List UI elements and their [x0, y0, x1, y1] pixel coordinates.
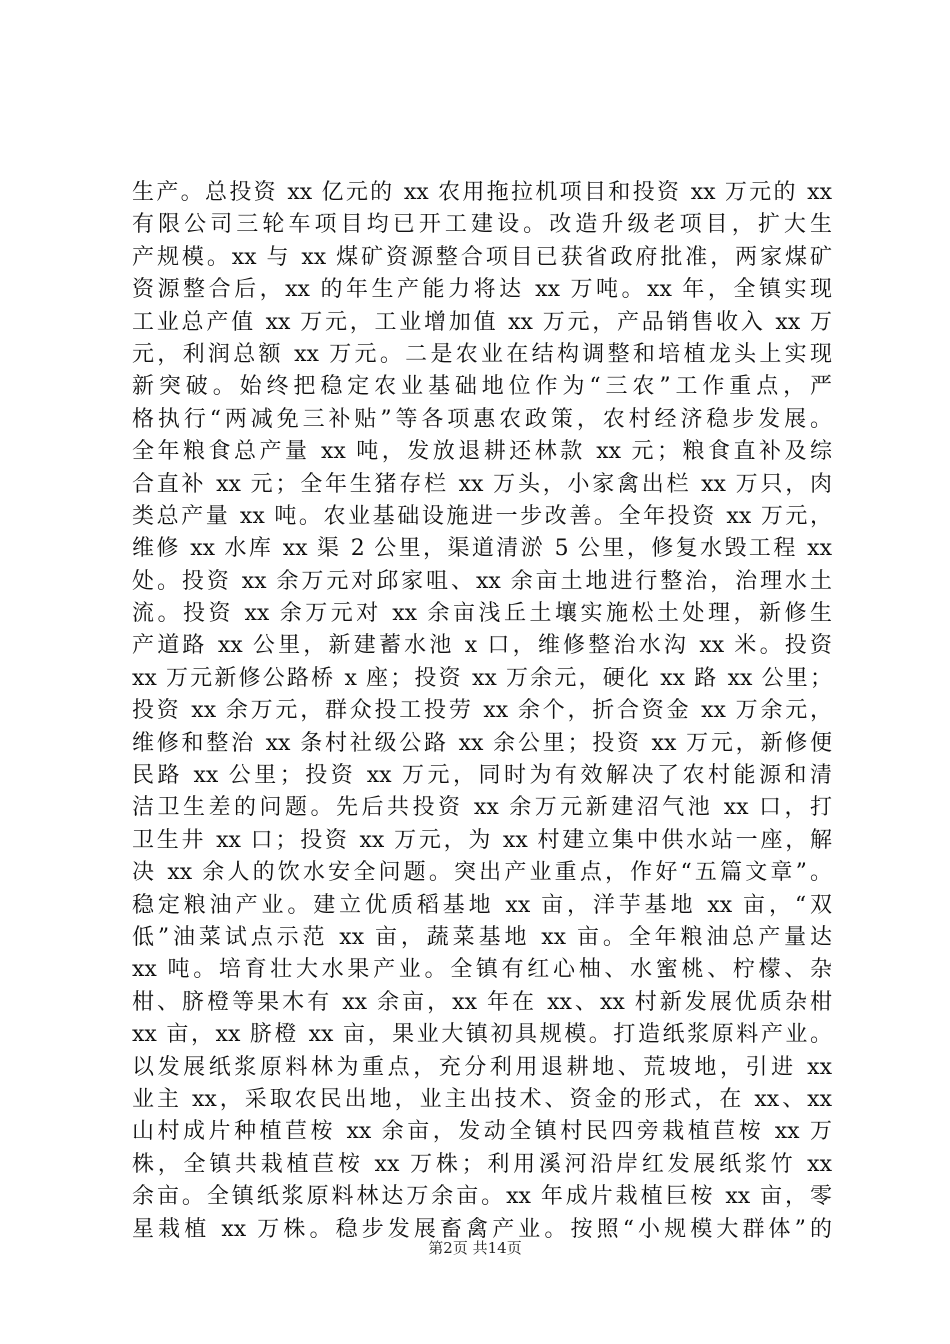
text-line: 稳定粮油产业。建立优质稻基地 xx 亩，洋芋基地 xx 亩，“双 [132, 892, 832, 918]
text-line: 柑、脐橙等果木有 xx 余亩，xx 年在 xx、xx 村新发展优质杂柑 [132, 989, 832, 1015]
text-line: 元，利润总额 xx 万元。二是农业在结构调整和培植龙头上实现 [132, 341, 832, 367]
text-line: 以发展纸浆原料林为重点，充分利用退耕地、荒坡地，引进 xx [132, 1054, 832, 1080]
text-line: 格执行“两减免三补贴”等各项惠农政策，农村经济稳步发展。 [132, 406, 832, 432]
text-line: 合直补 xx 元；全年生猪存栏 xx 万头，小家禽出栏 xx 万只，肉 [132, 471, 832, 497]
text-line: 全年粮食总产量 xx 吨，发放退耕还林款 xx 元；粮食直补及综 [132, 439, 832, 465]
text-line: 类总产量 xx 吨。农业基础设施进一步改善。全年投资 xx 万元， [132, 503, 832, 529]
text-line: 山村成片种植苣桉 xx 余亩，发动全镇村民四旁栽植苣桉 xx 万 [132, 1119, 832, 1145]
text-line: xx 亩，xx 脐橙 xx 亩，果业大镇初具规模。打造纸浆原料产业。 [132, 1022, 832, 1048]
text-line: 株，全镇共栽植苣桉 xx 万株；利用溪河沿岸红发展纸浆竹 xx [132, 1151, 832, 1177]
text-line: 维修 xx 水库 xx 渠 2 公里，渠道清淤 5 公里，修复水毁工程 xx [132, 536, 832, 562]
body-paragraph [132, 177, 832, 1246]
text-line: 新突破。始终把稳定农业基础地位作为“三农”工作重点，严 [132, 374, 832, 400]
text-line: 处。投资 xx 余万元对邱家咀、xx 余亩土地进行整治，治理水土 [132, 568, 832, 594]
text-line: 决 xx 余人的饮水安全问题。突出产业重点，作好“五篇文章”。 [132, 860, 832, 886]
text-line: 生产。总投资 xx 亿元的 xx 农用拖拉机项目和投资 xx 万元的 xx [132, 180, 832, 205]
text-line: 卫生井 xx 口；投资 xx 万元，为 xx 村建立集中供水站一座，解 [132, 827, 832, 853]
text-line: 资源整合后，xx 的年生产能力将达 xx 万吨。xx 年，全镇实现 [132, 277, 832, 303]
text-line: xx 吨。培育壮大水果产业。全镇有红心柚、水蜜桃、柠檬、杂 [132, 957, 832, 983]
text-line: 维修和整治 xx 条村社级公路 xx 余公里；投资 xx 万元，新修便 [132, 730, 832, 756]
text-line: 工业总产值 xx 万元，工业增加值 xx 万元，产品销售收入 xx 万 [132, 309, 832, 335]
text-line: 产规模。xx 与 xx 煤矿资源整合项目已获省政府批准，两家煤矿 [132, 244, 832, 270]
text-line: 流。投资 xx 余万元对 xx 余亩浅丘土壤实施松土处理，新修生 [132, 601, 832, 627]
text-line: 民路 xx 公里；投资 xx 万元，同时为有效解决了农村能源和清 [132, 763, 832, 789]
text-line: 有限公司三轮车项目均已开工建设。改造升级老项目，扩大生 [132, 212, 832, 238]
text-line: 低”油菜试点示范 xx 亩，蔬菜基地 xx 亩。全年粮油总产量达 [132, 924, 832, 950]
text-line: 星栽植 xx 万株。稳步发展畜禽产业。按照“小规模大群体”的 [132, 1216, 832, 1242]
text-line: 余亩。全镇纸浆原料林达万余亩。xx 年成片栽植巨桉 xx 亩，零 [132, 1184, 832, 1210]
text-line: 产道路 xx 公里，新建蓄水池 x 口，维修整治水沟 xx 米。投资 [132, 633, 832, 659]
text-line: 业主 xx，采取农民出地，业主出技术、资金的形式，在 xx、xx [132, 1086, 832, 1112]
text-line: 投资 xx 余万元，群众投工投劳 xx 余个，折合资金 xx 万余元， [132, 698, 832, 724]
page-number-footer: 第2页 共14页 [428, 1239, 522, 1257]
text-line: 洁卫生差的问题。先后共投资 xx 余万元新建沼气池 xx 口，打 [132, 795, 832, 821]
text-line: xx 万元新修公路桥 x 座；投资 xx 万余元，硬化 xx 路 xx 公里； [132, 665, 832, 691]
